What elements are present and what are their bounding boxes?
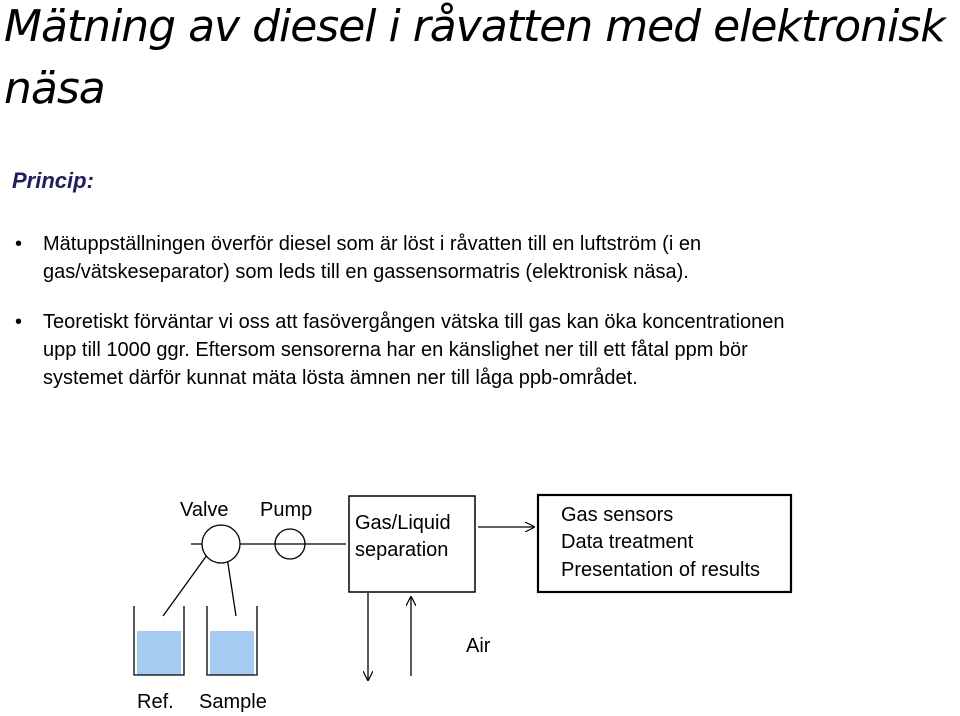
separator-label-line1: Gas/Liquid bbox=[355, 512, 451, 534]
slide-title: Mätning av diesel i råvatten med elektronisk näsa bbox=[4, 1, 945, 114]
bullet-list bbox=[0, 230, 960, 414]
sensors-label-line3: Presentation of results bbox=[561, 559, 760, 581]
valve-label: Valve bbox=[180, 499, 229, 521]
separator-label-line2: separation bbox=[355, 539, 449, 561]
bullet-item bbox=[0, 308, 948, 392]
pump-label: Pump bbox=[260, 499, 313, 521]
valve-icon bbox=[202, 525, 240, 563]
bullet-text: Mätuppställningen överför diesel som är löst i råvatten till en luftström (i en gas/vätskeseparator) som leds till en gassensormatris (elektronisk näsa). bbox=[43, 233, 702, 283]
air-label: Air bbox=[466, 635, 491, 657]
principle-heading: Princip: bbox=[12, 168, 94, 193]
setup-diagram bbox=[0, 480, 960, 716]
bullet-text: Teoretiskt förväntar vi oss att fasövergången vätska till gas kan öka koncentrationen upp till 1000 ggr. Eftersom sensorerna har en känslighet ner till ett fåtal ppm bör systemet därför kunnat mäta lösta ämnen ner till låga ppb-området. bbox=[43, 311, 785, 389]
ref-liquid bbox=[137, 631, 181, 675]
bullet-marker: • bbox=[15, 311, 23, 333]
sample-liquid bbox=[210, 631, 254, 675]
sensors-label-line2: Data treatment bbox=[561, 531, 694, 553]
bullet-item bbox=[0, 230, 948, 286]
sample-label: Sample bbox=[199, 691, 267, 713]
ref-label: Ref. bbox=[137, 691, 174, 713]
bullet-marker: • bbox=[15, 233, 23, 255]
sensors-label-line1: Gas sensors bbox=[561, 504, 674, 526]
